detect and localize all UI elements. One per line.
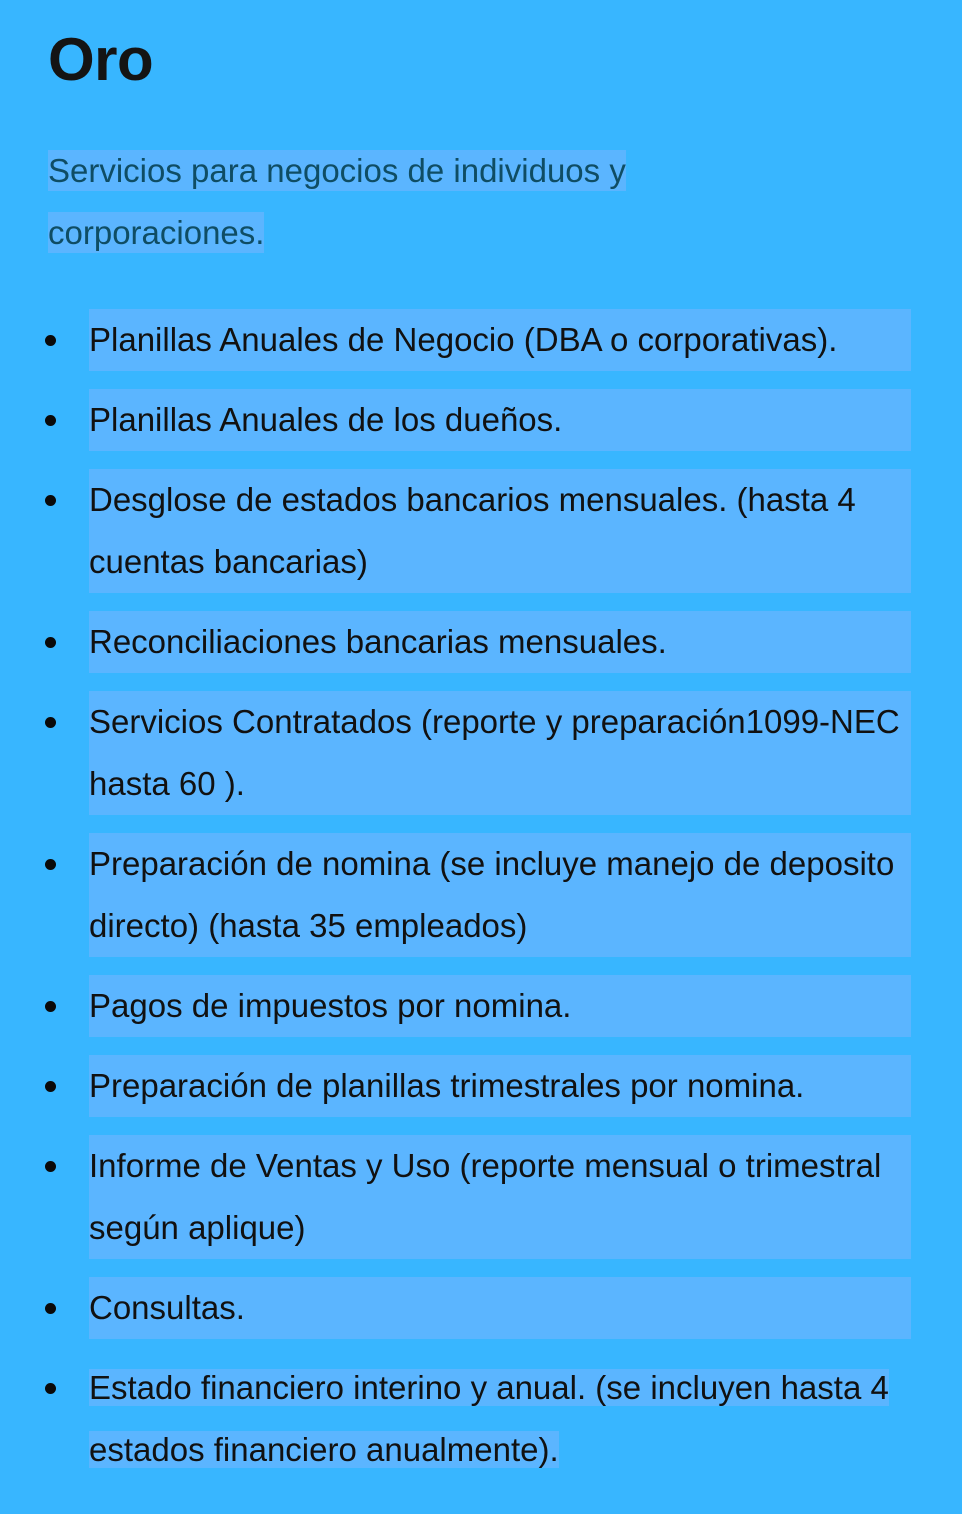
list-item: [89, 1357, 911, 1481]
bullet-icon: [45, 1001, 56, 1012]
list-item-text: Planillas Anuales de Negocio (DBA o corporativas).: [89, 321, 838, 358]
list-item-text: Servicios Contratados (reporte y preparación1099-NEC hasta 60 ).: [89, 703, 900, 802]
bullet-icon: [45, 637, 56, 648]
list-item: [89, 975, 911, 1037]
list-item-text: Reconciliaciones bancarias mensuales.: [89, 623, 667, 660]
list-item-text: Planillas Anuales de los dueños.: [89, 401, 563, 438]
bullet-icon: [45, 1081, 56, 1092]
bullet-icon: [45, 335, 56, 346]
list-item-text: Pagos de impuestos por nomina.: [89, 987, 572, 1024]
list-item-text: Preparación de nomina (se incluye manejo de deposito directo) (hasta 35 empleados): [89, 845, 895, 944]
bullet-icon: [45, 415, 56, 426]
subtitle: [48, 140, 748, 264]
list-item: [89, 611, 911, 673]
list-item: [89, 469, 911, 593]
list-item-text: [89, 1357, 911, 1481]
list-item: [89, 1135, 911, 1259]
bullet-icon: [45, 1161, 56, 1172]
bullet-icon: [45, 1303, 56, 1314]
list-item: [89, 1055, 911, 1117]
list-item: [89, 691, 911, 815]
bullet-icon: [45, 717, 56, 728]
list-item-text: Preparación de planillas trimestrales por nomina.: [89, 1067, 805, 1104]
list-item-text: Desglose de estados bancarios mensuales. (hasta 4 cuentas bancarias): [89, 481, 856, 580]
list-item-text: Informe de Ventas y Uso (reporte mensual o trimestral según aplique): [89, 1147, 882, 1246]
page-title: Oro: [48, 26, 154, 93]
bullet-icon: [45, 1383, 56, 1394]
list-item: [89, 389, 911, 451]
bullet-icon: [45, 495, 56, 506]
bullet-icon: [45, 859, 56, 870]
list-item: [89, 1277, 911, 1339]
subtitle-text: Servicios para negocios de individuos y corporaciones.: [48, 152, 626, 251]
list-item: [89, 833, 911, 957]
list-item-text-highlight: Estado financiero interino y anual. (se incluyen hasta 4 estados financiero anualmente).: [89, 1369, 889, 1468]
list-item: [89, 309, 911, 371]
list-item-text: Consultas.: [89, 1289, 245, 1326]
